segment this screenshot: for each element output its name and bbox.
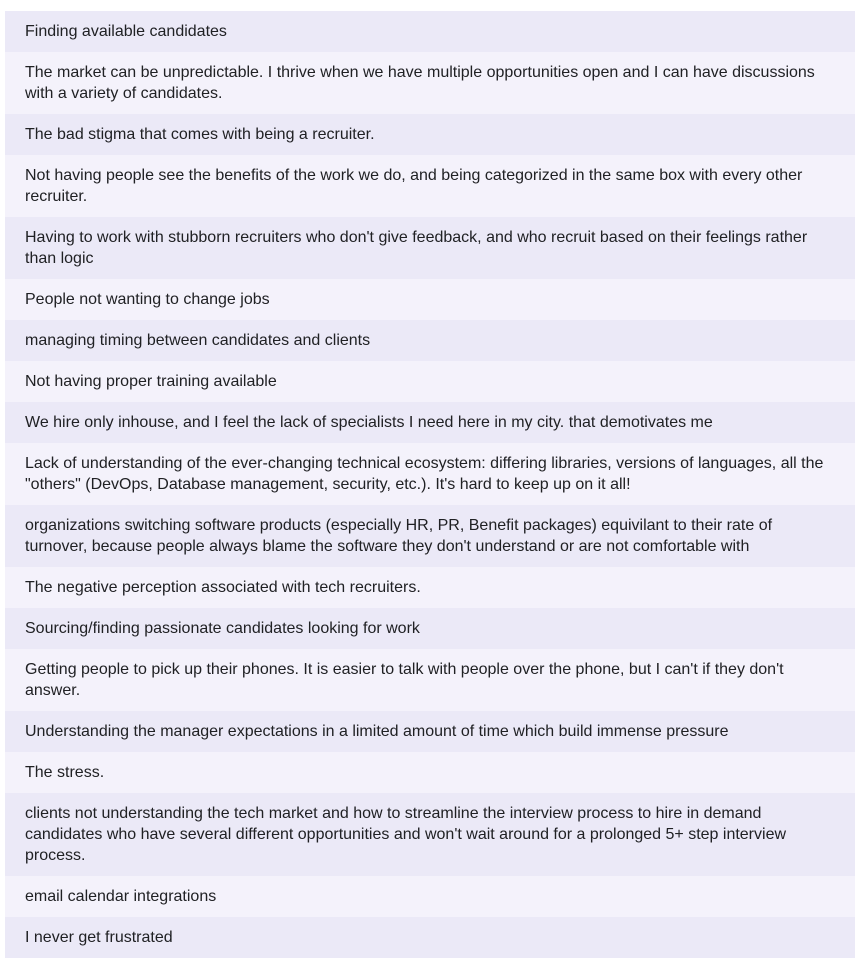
response-item: The market can be unpredictable. I thrive when we have multiple opportunities open and I can have discussions with a variety of candidates. bbox=[5, 52, 855, 114]
response-item: I never get frustrated bbox=[5, 917, 855, 958]
response-item: Finding available candidates bbox=[5, 11, 855, 52]
response-item: Not having people see the benefits of the work we do, and being categorized in the same box with every other recruiter. bbox=[5, 155, 855, 217]
response-item: managing timing between candidates and clients bbox=[5, 320, 855, 361]
response-item: People not wanting to change jobs bbox=[5, 279, 855, 320]
response-item: organizations switching software products (especially HR, PR, Benefit packages) equivilant to their rate of turnover, because people always blame the software they don't understand or are not comfortable with bbox=[5, 505, 855, 567]
response-item: Sourcing/finding passionate candidates looking for work bbox=[5, 608, 855, 649]
response-item: Understanding the manager expectations in a limited amount of time which build immense pressure bbox=[5, 711, 855, 752]
response-item: clients not understanding the tech market and how to streamline the interview process to hire in demand candidates who have several different opportunities and won't wait around for a prolonged 5+ step interview process. bbox=[5, 793, 855, 876]
response-item: Having to work with stubborn recruiters who don't give feedback, and who recruit based on their feelings rather than logic bbox=[5, 217, 855, 279]
response-item: The stress. bbox=[5, 752, 855, 793]
response-item: email calendar integrations bbox=[5, 876, 855, 917]
response-item: Lack of understanding of the ever-changing technical ecosystem: differing libraries, versions of languages, all the "others" (DevOps, Database management, security, etc.). It's hard to keep up on it all! bbox=[5, 443, 855, 505]
response-item: Getting people to pick up their phones. It is easier to talk with people over the phone, but I can't if they don't answer. bbox=[5, 649, 855, 711]
response-list bbox=[5, 11, 855, 958]
response-item: The bad stigma that comes with being a recruiter. bbox=[5, 114, 855, 155]
response-item: We hire only inhouse, and I feel the lack of specialists I need here in my city. that demotivates me bbox=[5, 402, 855, 443]
response-item: Not having proper training available bbox=[5, 361, 855, 402]
response-item: The negative perception associated with tech recruiters. bbox=[5, 567, 855, 608]
